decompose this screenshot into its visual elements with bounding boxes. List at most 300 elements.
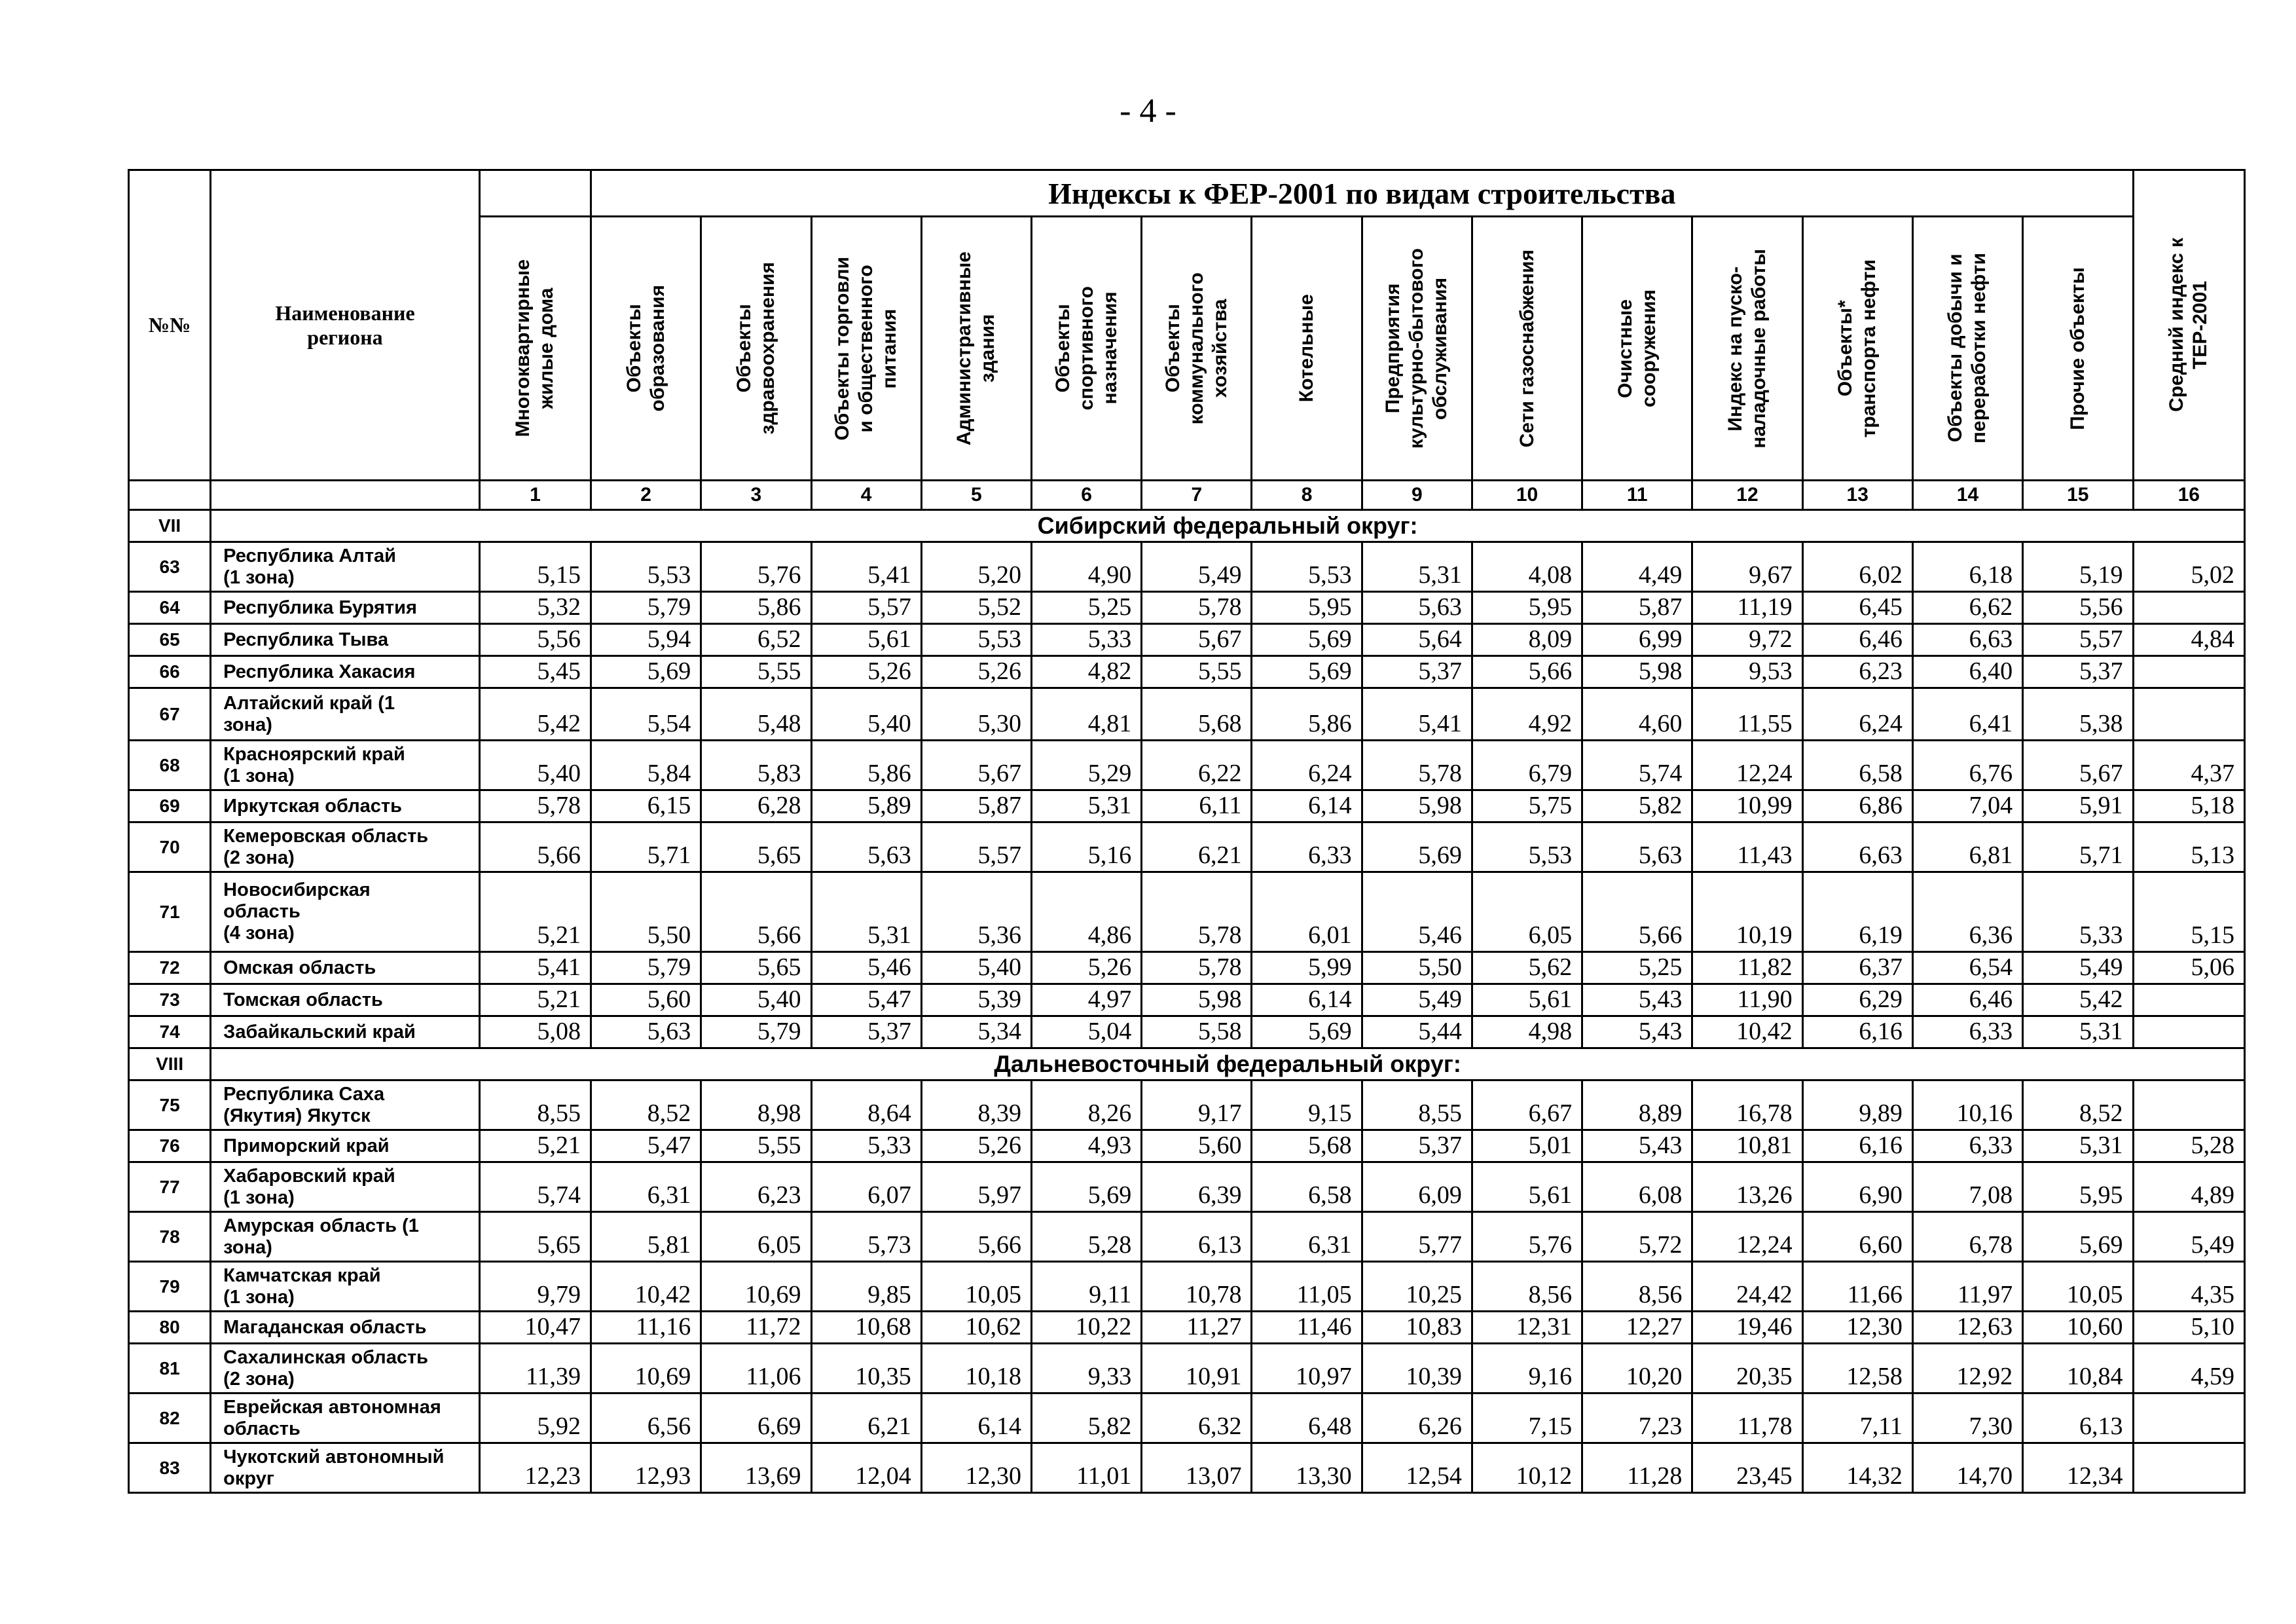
region-name: Приморский край: [211, 1130, 480, 1162]
index-value-col-10: 5,01: [1472, 1130, 1582, 1162]
index-value-col-9: 5,63: [1362, 592, 1472, 624]
index-value-col-11: 5,63: [1582, 822, 1692, 872]
region-name: Магаданская область: [211, 1312, 480, 1344]
section-title: Сибирский федеральный округ:: [211, 510, 2245, 542]
index-value-col-15: 5,31: [2023, 1130, 2133, 1162]
col-header-16: Средний индекс к ТЕР-2001: [2133, 170, 2244, 481]
index-value-col-10: 6,79: [1472, 741, 1582, 790]
index-value-col-10: 5,75: [1472, 790, 1582, 822]
index-value-col-4: 5,61: [811, 624, 921, 656]
index-value-col-14: 6,46: [1912, 984, 2022, 1016]
index-value-col-3: 5,55: [701, 1130, 811, 1162]
region-name: Сахалинская область (2 зона): [211, 1344, 480, 1393]
index-value-col-1: 5,08: [479, 1016, 591, 1048]
index-value-col-5: 5,40: [921, 952, 1031, 984]
index-value-col-2: 5,94: [591, 624, 701, 656]
section-header: [129, 1048, 2245, 1080]
index-value-col-6: 5,69: [1031, 1162, 1141, 1212]
index-value-col-12: 13,26: [1692, 1162, 1802, 1212]
index-value-col-6: 5,28: [1031, 1212, 1141, 1262]
index-value-col-14: 7,04: [1912, 790, 2022, 822]
index-value-col-13: 12,30: [1802, 1312, 1912, 1344]
index-value-col-5: 6,14: [921, 1393, 1031, 1443]
row-number: 71: [129, 872, 211, 952]
index-value-col-12: 23,45: [1692, 1443, 1802, 1493]
index-value-col-16: 5,02: [2133, 542, 2244, 592]
index-value-col-15: 5,49: [2023, 952, 2133, 984]
index-value-col-15: 10,05: [2023, 1262, 2133, 1312]
index-value-col-8: 11,46: [1252, 1312, 1362, 1344]
index-value-col-15: 5,71: [2023, 822, 2133, 872]
index-value-col-7: 5,78: [1142, 872, 1252, 952]
index-value-col-13: 6,23: [1802, 656, 1912, 688]
index-value-col-12: 10,19: [1692, 872, 1802, 952]
index-value-col-1: 5,45: [479, 656, 591, 688]
row-number: 78: [129, 1212, 211, 1262]
index-value-col-8: 9,15: [1252, 1080, 1362, 1130]
index-value-col-11: 8,56: [1582, 1262, 1692, 1312]
index-value-col-14: 6,62: [1912, 592, 2022, 624]
index-value-col-15: 5,33: [2023, 872, 2133, 952]
index-value-col-13: 6,63: [1802, 822, 1912, 872]
index-value-col-9: 5,31: [1362, 542, 1472, 592]
column-number-8: 8: [1252, 481, 1362, 510]
index-value-col-6: 5,33: [1031, 624, 1141, 656]
index-value-col-15: 10,84: [2023, 1344, 2133, 1393]
table-row: [129, 1443, 2245, 1493]
index-value-col-3: 10,69: [701, 1262, 811, 1312]
index-value-col-12: 9,67: [1692, 542, 1802, 592]
index-value-col-5: 8,39: [921, 1080, 1031, 1130]
index-value-col-14: 12,92: [1912, 1344, 2022, 1393]
index-value-col-9: 6,26: [1362, 1393, 1472, 1443]
index-value-col-8: 6,58: [1252, 1162, 1362, 1212]
index-value-col-9: 10,25: [1362, 1262, 1472, 1312]
index-value-col-7: 5,98: [1142, 984, 1252, 1016]
column-number-3: 3: [701, 481, 811, 510]
index-value-col-7: 5,67: [1142, 624, 1252, 656]
index-value-col-10: 5,66: [1472, 656, 1582, 688]
index-value-col-1: 9,79: [479, 1262, 591, 1312]
index-value-col-2: 6,31: [591, 1162, 701, 1212]
index-value-col-1: 5,42: [479, 688, 591, 741]
index-value-col-15: 6,13: [2023, 1393, 2133, 1443]
index-value-col-9: 12,54: [1362, 1443, 1472, 1493]
index-value-col-4: 6,07: [811, 1162, 921, 1212]
index-value-col-14: 12,63: [1912, 1312, 2022, 1344]
index-value-col-9: 5,44: [1362, 1016, 1472, 1048]
index-value-col-10: 4,08: [1472, 542, 1582, 592]
column-numbers-row: [129, 481, 2245, 510]
index-value-col-5: 5,20: [921, 542, 1031, 592]
index-value-col-6: 5,29: [1031, 741, 1141, 790]
region-name: Республика Алтай (1 зона): [211, 542, 480, 592]
index-value-col-14: 6,78: [1912, 1212, 2022, 1262]
table-row: [129, 1130, 2245, 1162]
index-value-col-12: 9,53: [1692, 656, 1802, 688]
index-value-col-5: 10,62: [921, 1312, 1031, 1344]
index-value-col-5: 12,30: [921, 1443, 1031, 1493]
index-value-col-7: 6,11: [1142, 790, 1252, 822]
section-title: Дальневосточный федеральный округ:: [211, 1048, 2245, 1080]
index-value-col-16: 5,10: [2133, 1312, 2244, 1344]
table-row: [129, 1312, 2245, 1344]
index-value-col-4: 5,57: [811, 592, 921, 624]
index-value-col-13: 9,89: [1802, 1080, 1912, 1130]
index-value-col-16: [2133, 1393, 2244, 1443]
index-value-col-1: 5,21: [479, 872, 591, 952]
region-name: Кемеровская область (2 зона): [211, 822, 480, 872]
table-row: [129, 1080, 2245, 1130]
index-value-col-11: 5,43: [1582, 984, 1692, 1016]
index-value-col-12: 10,81: [1692, 1130, 1802, 1162]
index-value-col-5: 5,39: [921, 984, 1031, 1016]
index-value-col-16: 4,37: [2133, 741, 2244, 790]
index-value-col-10: 8,56: [1472, 1262, 1582, 1312]
index-value-col-11: 7,23: [1582, 1393, 1692, 1443]
index-value-col-5: 5,36: [921, 872, 1031, 952]
table-row: [129, 741, 2245, 790]
index-value-col-15: 5,57: [2023, 624, 2133, 656]
row-number: 75: [129, 1080, 211, 1130]
index-value-col-7: 6,21: [1142, 822, 1252, 872]
index-value-col-16: [2133, 1443, 2244, 1493]
index-value-col-4: 6,21: [811, 1393, 921, 1443]
index-value-col-3: 6,05: [701, 1212, 811, 1262]
index-value-col-10: 6,67: [1472, 1080, 1582, 1130]
index-value-col-11: 5,98: [1582, 656, 1692, 688]
index-value-col-9: 5,41: [1362, 688, 1472, 741]
index-value-col-8: 13,30: [1252, 1443, 1362, 1493]
index-value-col-12: 10,99: [1692, 790, 1802, 822]
index-value-col-3: 5,65: [701, 822, 811, 872]
index-value-col-13: 11,66: [1802, 1262, 1912, 1312]
index-value-col-3: 6,69: [701, 1393, 811, 1443]
index-value-col-10: 5,61: [1472, 1162, 1582, 1212]
index-value-col-7: 5,58: [1142, 1016, 1252, 1048]
index-value-col-13: 6,02: [1802, 542, 1912, 592]
index-value-col-8: 5,69: [1252, 624, 1362, 656]
row-number: 66: [129, 656, 211, 688]
col-header-1: Многоквартирные жилые дома: [479, 217, 591, 481]
index-value-col-4: 5,47: [811, 984, 921, 1016]
index-value-col-16: 4,89: [2133, 1162, 2244, 1212]
index-value-col-3: 6,52: [701, 624, 811, 656]
index-value-col-10: 10,12: [1472, 1443, 1582, 1493]
index-value-col-13: 6,19: [1802, 872, 1912, 952]
index-value-col-9: 5,98: [1362, 790, 1472, 822]
index-value-col-1: 8,55: [479, 1080, 591, 1130]
num-cell-no: [129, 481, 211, 510]
index-value-col-11: 4,49: [1582, 542, 1692, 592]
index-value-col-9: 5,69: [1362, 822, 1472, 872]
index-value-col-7: 5,78: [1142, 592, 1252, 624]
index-value-col-7: 6,39: [1142, 1162, 1252, 1212]
index-value-col-5: 5,30: [921, 688, 1031, 741]
index-value-col-4: 5,40: [811, 688, 921, 741]
index-value-col-4: 5,86: [811, 741, 921, 790]
index-value-col-11: 5,72: [1582, 1212, 1692, 1262]
region-name: Хабаровский край (1 зона): [211, 1162, 480, 1212]
index-value-col-7: 5,68: [1142, 688, 1252, 741]
region-name: Чукотский автономный округ: [211, 1443, 480, 1493]
column-number-13: 13: [1802, 481, 1912, 510]
index-value-col-2: 5,79: [591, 952, 701, 984]
index-value-col-15: 12,34: [2023, 1443, 2133, 1493]
index-value-col-14: 6,41: [1912, 688, 2022, 741]
index-value-col-10: 7,15: [1472, 1393, 1582, 1443]
index-value-col-6: 4,90: [1031, 542, 1141, 592]
index-value-col-11: 5,87: [1582, 592, 1692, 624]
index-value-col-7: 5,55: [1142, 656, 1252, 688]
index-value-col-2: 6,56: [591, 1393, 701, 1443]
row-number: 69: [129, 790, 211, 822]
index-value-col-9: 8,55: [1362, 1080, 1472, 1130]
col-header-9: Предприятия культурно-бытового обслуживания: [1362, 217, 1472, 481]
col-header-2: Объекты образования: [591, 217, 701, 481]
index-value-col-4: 5,37: [811, 1016, 921, 1048]
index-value-col-3: 5,86: [701, 592, 811, 624]
index-value-col-5: 10,05: [921, 1262, 1031, 1312]
index-value-col-16: [2133, 592, 2244, 624]
index-value-col-7: 6,22: [1142, 741, 1252, 790]
index-value-col-16: 5,28: [2133, 1130, 2244, 1162]
index-value-col-15: 8,52: [2023, 1080, 2133, 1130]
index-value-col-1: 5,66: [479, 822, 591, 872]
index-value-col-11: 10,20: [1582, 1344, 1692, 1393]
table-row: [129, 1262, 2245, 1312]
table-row: [129, 1016, 2245, 1048]
index-value-col-1: 5,41: [479, 952, 591, 984]
index-value-col-16: 4,35: [2133, 1262, 2244, 1312]
index-value-col-14: 6,40: [1912, 656, 2022, 688]
index-value-col-13: 6,16: [1802, 1016, 1912, 1048]
index-value-col-11: 8,89: [1582, 1080, 1692, 1130]
table-row: [129, 790, 2245, 822]
index-value-col-9: 10,39: [1362, 1344, 1472, 1393]
index-value-col-12: 11,55: [1692, 688, 1802, 741]
index-value-col-16: 4,84: [2133, 624, 2244, 656]
index-value-col-8: 6,31: [1252, 1212, 1362, 1262]
index-value-col-4: 5,26: [811, 656, 921, 688]
index-value-col-6: 4,81: [1031, 688, 1141, 741]
region-name: Республика Тыва: [211, 624, 480, 656]
column-number-15: 15: [2023, 481, 2133, 510]
index-value-col-13: 6,60: [1802, 1212, 1912, 1262]
index-value-col-8: 6,24: [1252, 741, 1362, 790]
index-value-col-1: 12,23: [479, 1443, 591, 1493]
column-number-1: 1: [479, 481, 591, 510]
row-number: 67: [129, 688, 211, 741]
index-value-col-4: 5,63: [811, 822, 921, 872]
index-value-col-7: 5,78: [1142, 952, 1252, 984]
index-value-col-7: 5,60: [1142, 1130, 1252, 1162]
index-value-col-12: 12,24: [1692, 741, 1802, 790]
index-value-col-5: 5,66: [921, 1212, 1031, 1262]
index-value-col-13: 6,29: [1802, 984, 1912, 1016]
index-value-col-2: 5,50: [591, 872, 701, 952]
index-value-col-14: 14,70: [1912, 1443, 2022, 1493]
col-header-3: Объекты здравоохранения: [701, 217, 811, 481]
region-name: Омская область: [211, 952, 480, 984]
column-number-14: 14: [1912, 481, 2022, 510]
index-value-col-13: 12,58: [1802, 1344, 1912, 1393]
index-value-col-6: 4,93: [1031, 1130, 1141, 1162]
index-value-col-3: 6,28: [701, 790, 811, 822]
index-table: [128, 169, 2246, 1494]
column-number-16: 16: [2133, 481, 2244, 510]
index-value-col-15: 10,60: [2023, 1312, 2133, 1344]
index-value-col-16: [2133, 984, 2244, 1016]
index-value-col-3: 13,69: [701, 1443, 811, 1493]
table-row: [129, 952, 2245, 984]
col-header-12: Индекс на пуско- наладочные работы: [1692, 217, 1802, 481]
index-value-col-10: 6,05: [1472, 872, 1582, 952]
row-number: 82: [129, 1393, 211, 1443]
index-value-col-6: 4,97: [1031, 984, 1141, 1016]
region-name: Республика Бурятия: [211, 592, 480, 624]
col-header-7: Объекты коммунального хозяйства: [1142, 217, 1252, 481]
table-row: [129, 822, 2245, 872]
index-value-col-12: 9,72: [1692, 624, 1802, 656]
col-header-no: №№: [129, 170, 211, 481]
index-value-col-9: 5,77: [1362, 1212, 1472, 1262]
index-value-col-3: 11,72: [701, 1312, 811, 1344]
region-name: Алтайский край (1 зона): [211, 688, 480, 741]
index-value-col-15: 5,56: [2023, 592, 2133, 624]
index-value-col-8: 6,33: [1252, 822, 1362, 872]
index-value-col-5: 5,87: [921, 790, 1031, 822]
index-value-col-8: 5,53: [1252, 542, 1362, 592]
index-value-col-1: 5,40: [479, 741, 591, 790]
index-value-col-10: 8,09: [1472, 624, 1582, 656]
row-number: 63: [129, 542, 211, 592]
index-value-col-6: 4,86: [1031, 872, 1141, 952]
index-value-col-2: 5,60: [591, 984, 701, 1016]
index-value-col-8: 5,86: [1252, 688, 1362, 741]
row-number: 74: [129, 1016, 211, 1048]
region-name: Амурская область (1 зона): [211, 1212, 480, 1262]
index-value-col-6: 9,11: [1031, 1262, 1141, 1312]
index-value-col-10: 5,62: [1472, 952, 1582, 984]
num-cell-name: [211, 481, 480, 510]
index-value-col-16: [2133, 1016, 2244, 1048]
index-value-col-7: 5,49: [1142, 542, 1252, 592]
region-name: Иркутская область: [211, 790, 480, 822]
table-row: [129, 1162, 2245, 1212]
index-value-col-6: 4,82: [1031, 656, 1141, 688]
index-value-col-13: 6,37: [1802, 952, 1912, 984]
index-value-col-13: 14,32: [1802, 1443, 1912, 1493]
index-value-col-2: 5,84: [591, 741, 701, 790]
index-value-col-7: 13,07: [1142, 1443, 1252, 1493]
index-value-col-14: 6,18: [1912, 542, 2022, 592]
group-header-spacer: [479, 170, 591, 217]
index-value-col-9: 5,46: [1362, 872, 1472, 952]
index-value-col-12: 12,24: [1692, 1212, 1802, 1262]
index-value-col-6: 5,16: [1031, 822, 1141, 872]
table-row: [129, 688, 2245, 741]
index-value-col-7: 11,27: [1142, 1312, 1252, 1344]
index-value-col-16: 5,18: [2133, 790, 2244, 822]
index-value-col-13: 6,46: [1802, 624, 1912, 656]
index-value-col-11: 5,74: [1582, 741, 1692, 790]
index-value-col-4: 5,73: [811, 1212, 921, 1262]
col-header-region: Наименование региона: [211, 170, 480, 481]
index-value-col-10: 4,92: [1472, 688, 1582, 741]
index-value-col-11: 12,27: [1582, 1312, 1692, 1344]
index-value-col-15: 5,91: [2023, 790, 2133, 822]
table-row: [129, 624, 2245, 656]
index-value-col-11: 5,25: [1582, 952, 1692, 984]
index-value-col-15: 5,31: [2023, 1016, 2133, 1048]
index-value-col-6: 5,04: [1031, 1016, 1141, 1048]
index-value-col-10: 4,98: [1472, 1016, 1582, 1048]
row-number: 80: [129, 1312, 211, 1344]
index-value-col-6: 5,26: [1031, 952, 1141, 984]
index-value-col-2: 5,54: [591, 688, 701, 741]
index-value-col-13: 6,86: [1802, 790, 1912, 822]
row-number: 73: [129, 984, 211, 1016]
column-number-11: 11: [1582, 481, 1692, 510]
index-value-col-1: 5,78: [479, 790, 591, 822]
index-value-col-14: 7,30: [1912, 1393, 2022, 1443]
index-value-col-7: 6,32: [1142, 1393, 1252, 1443]
index-value-col-3: 11,06: [701, 1344, 811, 1393]
region-name: Еврейская автономная область: [211, 1393, 480, 1443]
index-value-col-13: 6,24: [1802, 688, 1912, 741]
index-value-col-4: 10,35: [811, 1344, 921, 1393]
index-value-col-6: 5,82: [1031, 1393, 1141, 1443]
region-name: Томская область: [211, 984, 480, 1016]
index-value-col-1: 5,92: [479, 1393, 591, 1443]
row-number: 76: [129, 1130, 211, 1162]
index-value-col-2: 5,47: [591, 1130, 701, 1162]
col-header-14: Объекты добычи и переработки нефти: [1912, 217, 2022, 481]
index-value-col-8: 6,14: [1252, 790, 1362, 822]
index-value-col-15: 5,42: [2023, 984, 2133, 1016]
index-value-col-12: 16,78: [1692, 1080, 1802, 1130]
index-value-col-5: 5,52: [921, 592, 1031, 624]
table-row: [129, 542, 2245, 592]
index-value-col-14: 6,33: [1912, 1130, 2022, 1162]
index-value-col-12: 11,43: [1692, 822, 1802, 872]
index-value-col-1: 5,21: [479, 984, 591, 1016]
index-value-col-11: 5,82: [1582, 790, 1692, 822]
index-value-col-14: 11,97: [1912, 1262, 2022, 1312]
column-number-12: 12: [1692, 481, 1802, 510]
index-value-col-15: 5,69: [2023, 1212, 2133, 1262]
col-header-10: Сети газоснабжения: [1472, 217, 1582, 481]
column-number-2: 2: [591, 481, 701, 510]
index-value-col-11: 6,08: [1582, 1162, 1692, 1212]
index-value-col-8: 5,68: [1252, 1130, 1362, 1162]
index-value-col-2: 5,71: [591, 822, 701, 872]
index-value-col-16: 5,49: [2133, 1212, 2244, 1262]
col-header-5: Административные здания: [921, 217, 1031, 481]
index-value-col-13: 7,11: [1802, 1393, 1912, 1443]
table-row: [129, 1344, 2245, 1393]
index-value-col-5: 5,53: [921, 624, 1031, 656]
index-value-col-7: 9,17: [1142, 1080, 1252, 1130]
row-number: 68: [129, 741, 211, 790]
index-value-col-16: 5,06: [2133, 952, 2244, 984]
index-value-col-12: 20,35: [1692, 1344, 1802, 1393]
index-value-col-2: 5,81: [591, 1212, 701, 1262]
col-header-4: Объекты торговли и общественного питания: [811, 217, 921, 481]
index-value-col-11: 4,60: [1582, 688, 1692, 741]
index-value-col-11: 5,43: [1582, 1130, 1692, 1162]
